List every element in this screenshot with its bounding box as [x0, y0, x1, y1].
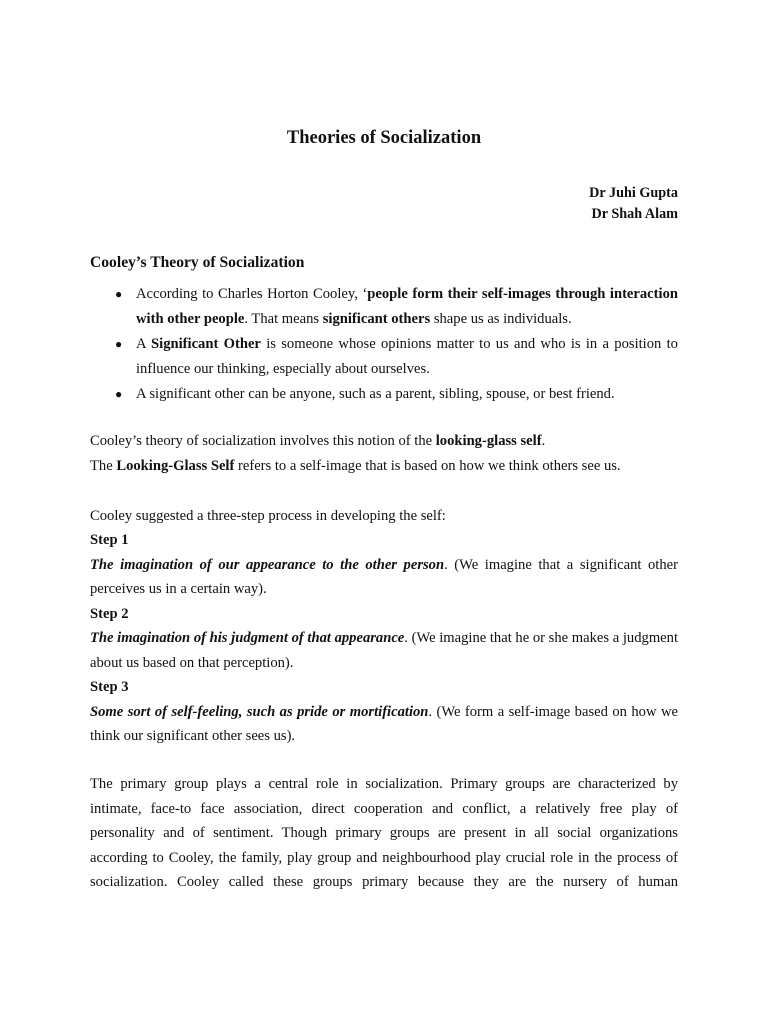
step-label: Step 2 [90, 605, 129, 622]
bullet-icon: ● [115, 337, 123, 352]
bullet-text: A significant other can be anyone, such as a parent, sibling, spouse, or best friend. [136, 386, 615, 403]
steps-intro: Cooley suggested a three-step process in developing the self: [90, 508, 446, 524]
bullet-icon: ● [115, 387, 123, 402]
bullet-text: is someone whose opinions matter to us and who is in a position to influence our thinking, especially about ourselves. [136, 336, 678, 377]
author-name: Dr Juhi Gupta [589, 185, 678, 201]
author-name: Dr Shah Alam [591, 206, 678, 222]
bullet-icon: ● [115, 287, 123, 301]
step-emphasis: The imagination of our appearance to the other person [90, 556, 445, 573]
step-description [90, 700, 678, 749]
bullet-item [90, 382, 678, 407]
paragraph-bold-text: looking-glass self [435, 433, 542, 449]
step-text: . (We form a self-image based on how we think our significant other sees us). [90, 703, 678, 744]
bullet-text: shape us as individuals. [430, 310, 572, 327]
steps-list [90, 528, 678, 749]
author-list [589, 183, 678, 225]
primary-group-paragraph: The primary group plays a central role in socialization. Primary groups are characterized by intimate, face-to face association, direct cooperation and conflict, a relatively free play of personality and of sentiment. Though primary groups are present in all social organizations according to Cooley, the family, play group and neighbourhood play crucial role in the process of socialization. Cooley called these groups primary because they are the nursery of human [90, 776, 678, 890]
document-title: Theories of Socialization [286, 128, 482, 148]
paragraph-text: . [541, 433, 546, 449]
paragraph-bold-text: Looking-Glass Self [116, 457, 235, 474]
step-label: Step 3 [90, 679, 129, 695]
looking-glass-paragraph [90, 429, 678, 478]
section-heading: Cooley’s Theory of Socialization [90, 254, 305, 271]
step-description [90, 626, 678, 675]
bullet-text: . That means [244, 310, 323, 327]
bullet-item [90, 282, 678, 331]
bullet-text: A [136, 336, 152, 353]
paragraph-text: refers to a self-image that is based on how we think others see us. [234, 457, 621, 474]
bullet-item [90, 332, 678, 381]
bullet-bold-text: people form their self-images through interaction with other people [136, 286, 678, 327]
paragraph-text: Cooley’s theory of socialization involves this notion of the [90, 433, 436, 449]
step-description [90, 553, 678, 602]
bullet-list [90, 282, 678, 407]
step-emphasis: The imagination of his judgment of that appearance [90, 630, 405, 646]
step-label: Step 1 [90, 532, 129, 548]
step-text: . (We imagine that a significant other perceives us in a certain way). [90, 556, 678, 597]
bullet-text: According to Charles Horton Cooley, ‘ [136, 286, 368, 302]
step-text: . (We imagine that he or she makes a judgment about us based on that perception). [90, 630, 679, 671]
step-emphasis: Some sort of self-feeling, such as pride or mortification [90, 703, 429, 720]
bullet-bold-text: significant others [322, 310, 431, 327]
paragraph-text: The [90, 457, 117, 474]
bullet-bold-text: Significant Other [151, 336, 261, 353]
